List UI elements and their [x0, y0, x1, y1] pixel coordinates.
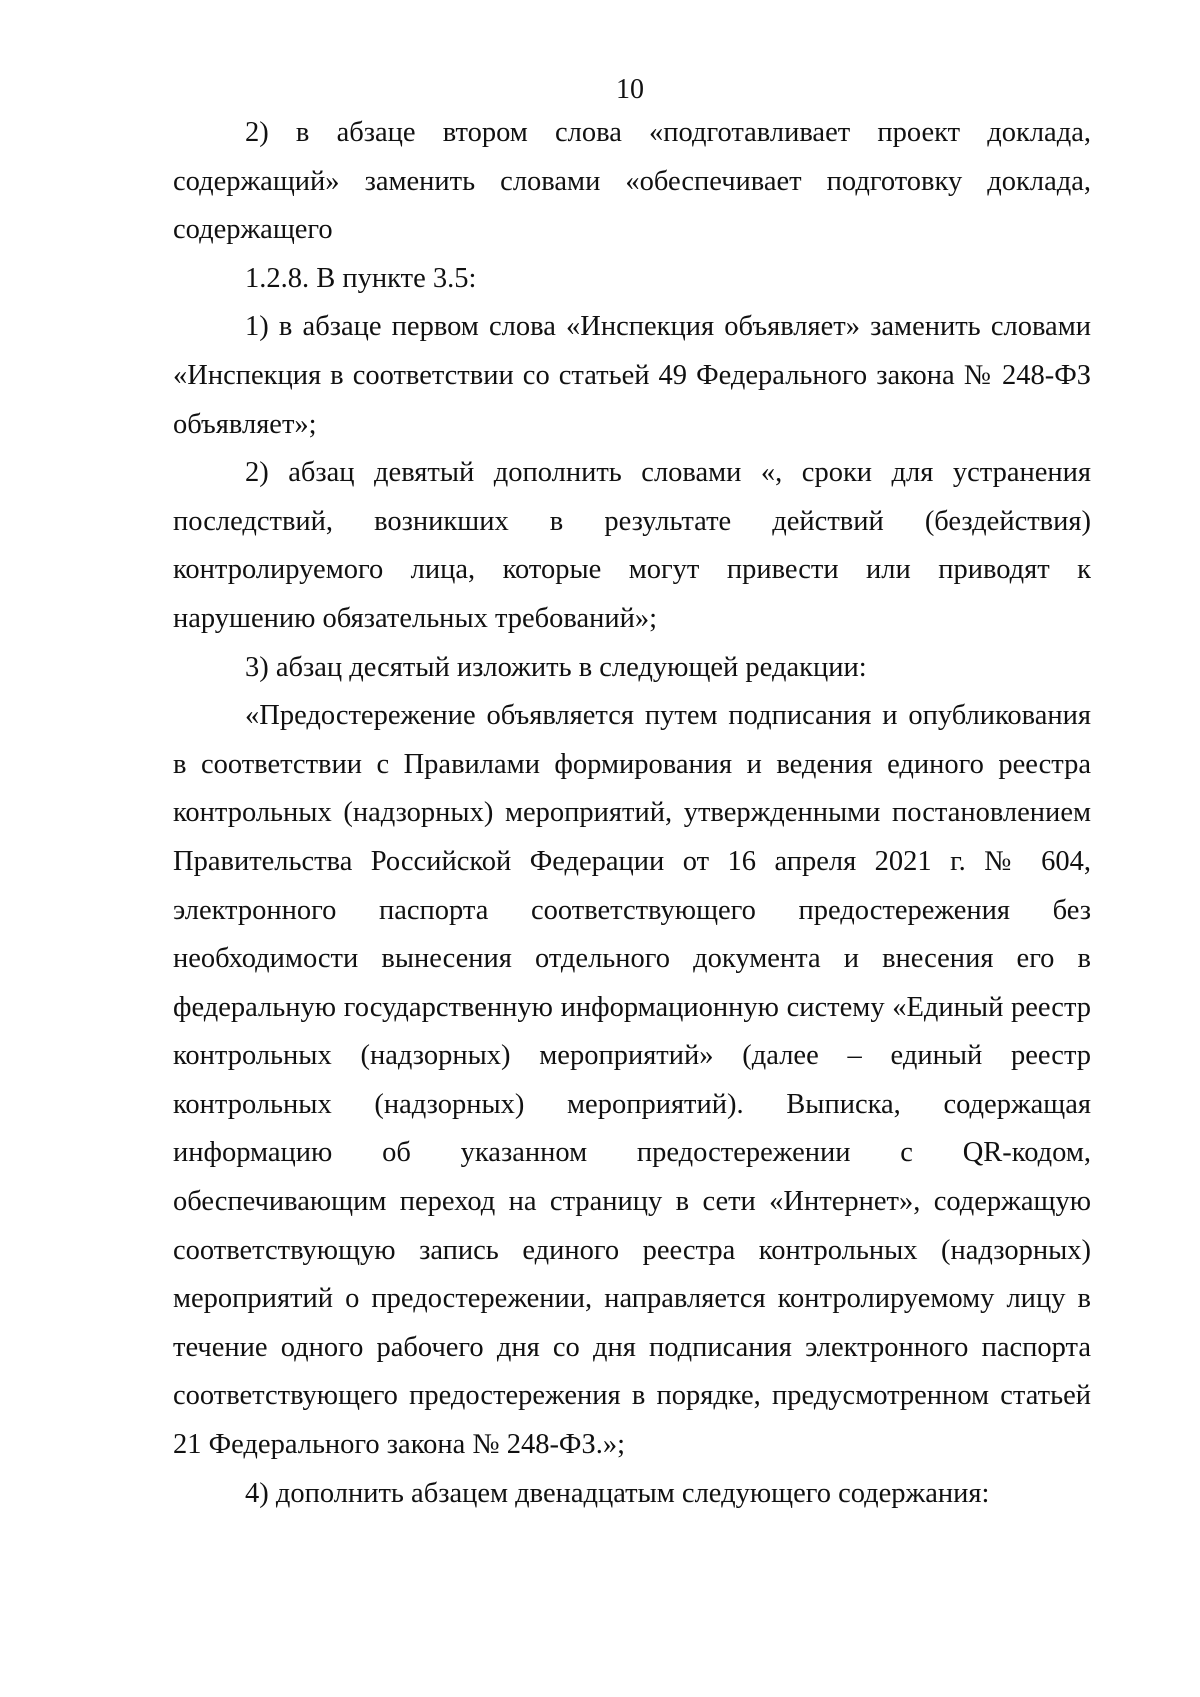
- paragraph-predosterezhenie-quote: «Предостережение объявляется путем подписания и опубликования в соответствии с Правилами формирования и ведения единого реестра контрольных (надзорных) мероприятий, утвержденными постановлением Правительства Российской Федерации от 16 апреля 2021 г. № 604, электронного паспорта соответствующего предостережения без необходимости вынесения отдельного документа и внесения его в федеральную государственную информационную систему «Единый реестр контрольных (надзорных) мероприятий» (далее – единый реестр контрольных (надзорных) мероприятий). Выписка, содержащая информацию об указанном предостережении с QR-кодом, обеспечивающим переход на страницу в сети «Интернет», содержащую соответствующую запись единого реестра контрольных (надзорных) мероприятий о предостережении, направляется контролируемому лицу в течение одного рабочего дня со дня подписания электронного паспорта соответствующего предостережения в порядке, предусмотренном статьей 21 Федерального закона № 248-ФЗ.»;: [173, 700, 1091, 1461]
- paragraph-item-4-abzac-dvenadcatyj: 4) дополнить абзацем двенадцатым следующего содержания:: [245, 1477, 990, 1509]
- document-body: [173, 109, 1091, 1518]
- paragraph-item-1-abzac-pervom: 1) в абзаце первом слова «Инспекция объявляет» заменить словами «Инспекция в соответствии со статьей 49 Федерального закона № 248-ФЗ объявляет»;: [173, 311, 1091, 440]
- paragraph-item-2-abzac-devyatyj: 2) абзац девятый дополнить словами «, сроки для устранения последствий, возникших в результате действий (бездействия) контролируемого лица, которые могут привести или приводят к нарушению обязательных требований»;: [173, 457, 1091, 634]
- paragraph-clause-1-2-8: 1.2.8. В пункте 3.5:: [245, 262, 477, 294]
- paragraph-item-2-abzac-vtorom: 2) в абзаце втором слова «подготавливает проект доклада, содержащий» заменить словами «обеспечивает подготовку доклада, содержащего: [173, 117, 1091, 246]
- page-number: 10: [616, 74, 644, 105]
- paragraph-item-3-abzac-desyatyj: 3) абзац десятый изложить в следующей редакции:: [245, 651, 867, 683]
